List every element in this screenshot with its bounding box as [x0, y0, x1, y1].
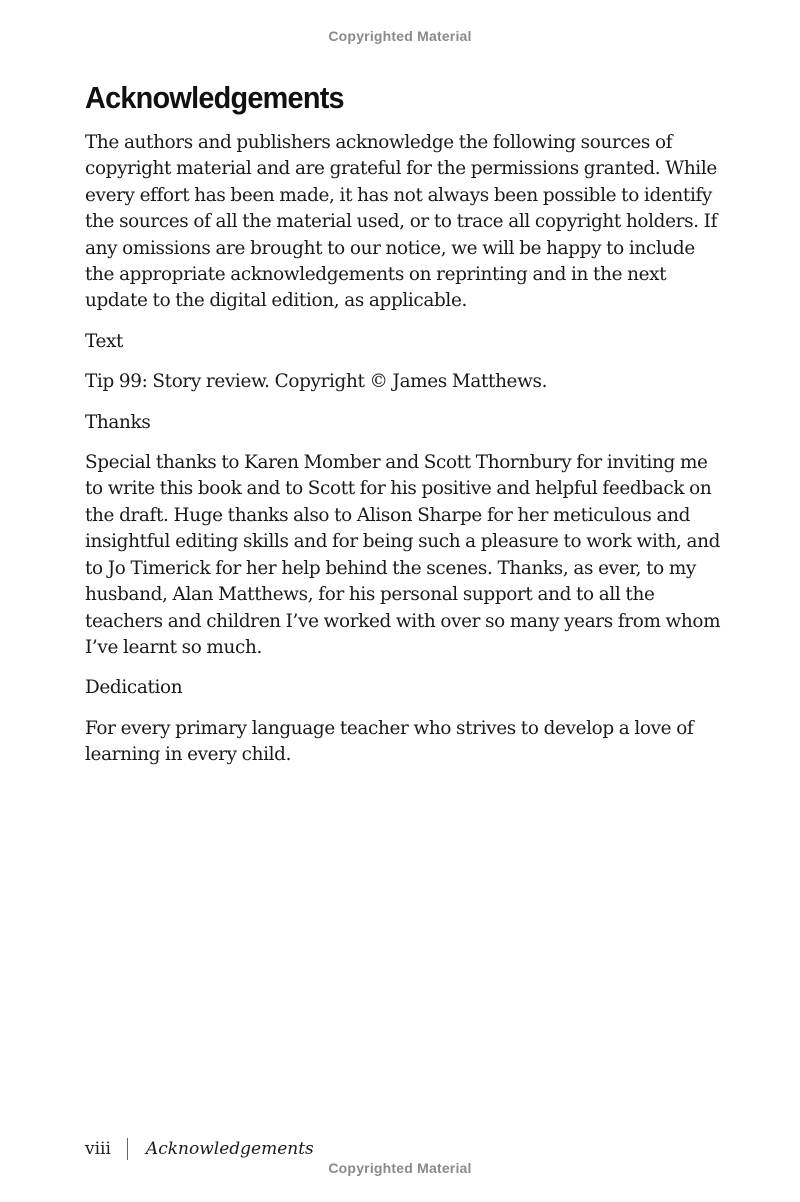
page-heading: Acknowledgements	[85, 80, 344, 115]
thanks-paragraph: Special thanks to Karen Momber and Scott Thornbury for inviting me to write this book and to Scott for his positive and helpful feedback on the draft. Huge thanks also to Alison Sharpe for her meticulous and insightful editing skills and for being such a pleasure to work with, and to Jo Timerick for her help behind the scenes. Thanks, as ever, to my husband, Alan Matthews, for his personal support and to all the teachers and children I’ve worked with over so many years from whom I’ve learnt so much.	[85, 452, 721, 658]
copyright-watermark-top: Copyrighted Material	[328, 28, 472, 44]
footer-divider	[127, 1138, 128, 1160]
copyright-watermark-bottom: Copyrighted Material	[328, 1160, 472, 1176]
page-body	[85, 130, 725, 783]
running-title: Acknowledgements	[145, 1139, 314, 1159]
thanks-section-heading: Thanks	[85, 411, 151, 433]
dedication-section-heading: Dedication	[85, 677, 183, 699]
intro-paragraph: The authors and publishers acknowledge the following sources of copyright material and are grateful for the permissions granted. While every effort has been made, it has not always been possible to identify the sources of all the material used, or to trace all copyright holders. If any omissions are brought to our notice, we will be happy to include the appropriate acknowledgements on reprinting and in the next update to the digital edition, as applicable.	[85, 132, 718, 312]
text-section-heading: Text	[85, 330, 124, 352]
page-footer	[85, 1138, 314, 1160]
page-number: viii	[85, 1139, 111, 1159]
dedication-paragraph: For every primary language teacher who strives to develop a love of learning in every child.	[85, 717, 694, 766]
text-credit-paragraph: Tip 99: Story review. Copyright © James Matthews.	[85, 371, 548, 393]
